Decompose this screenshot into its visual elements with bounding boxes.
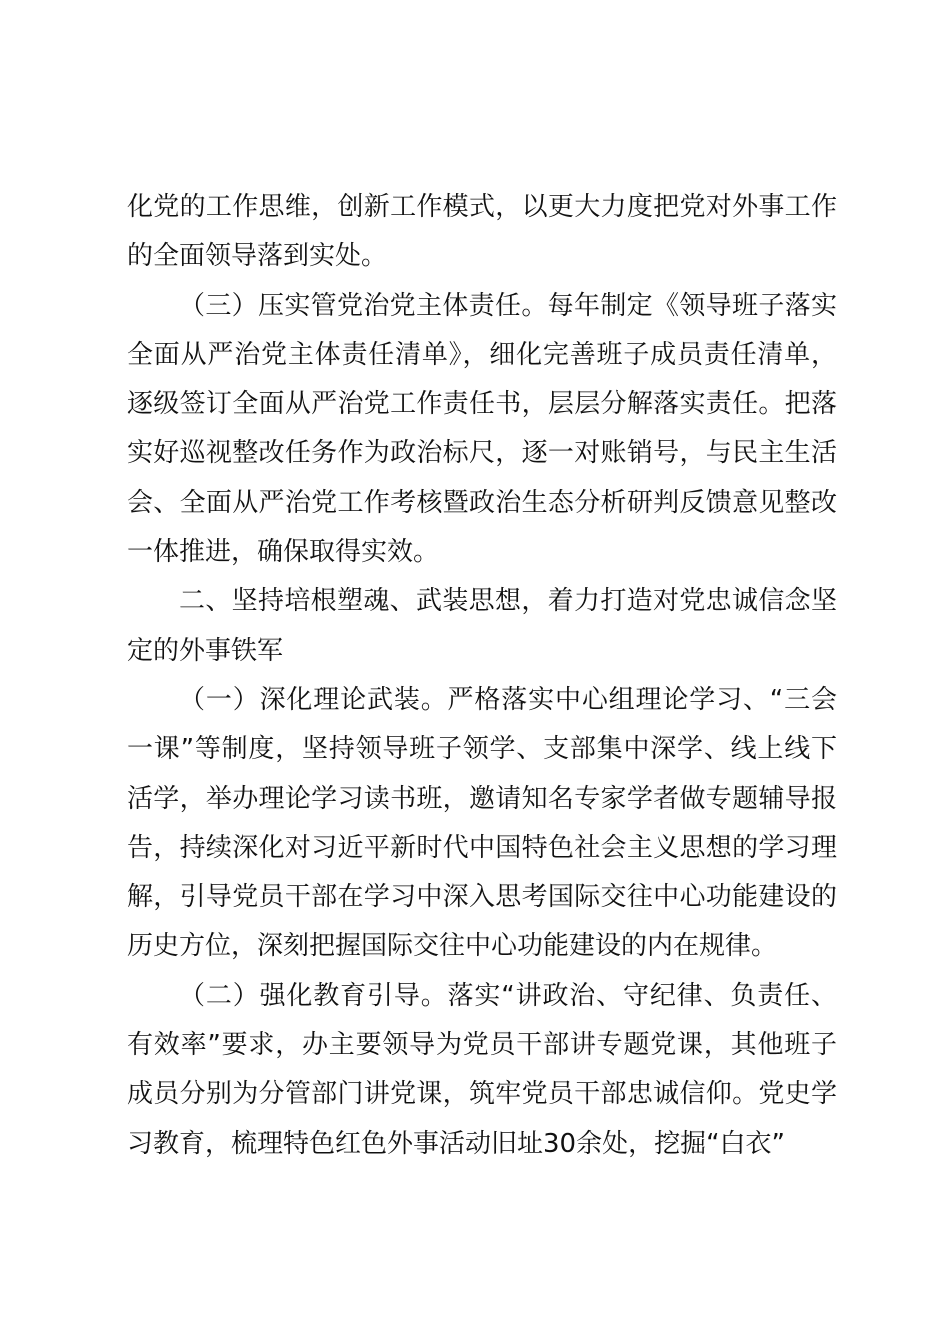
paragraph-subsection-two: （二）强化教育引导。落实“讲政治、守纪律、负责任、有效率”要求，办主要领导为党员干部讲专题党课，其他班子成员分别为分管部门讲党课，筑牢党员干部忠诚信仰。党史学习教育，梳理特色红色外事活动旧址30余处，挖掘“白衣” [127, 980, 837, 1159]
document-body [127, 183, 837, 1169]
paragraph-section-three: （三）压实管党治党主体责任。每年制定《领导班子落实全面从严治党主体责任清单》，细化完善班子成员责任清单，逐级签订全面从严治党工作责任书，层层分解落实责任。把落实好巡视整改任务作为政治标尺，逐一对账销号，与民主生活会、全面从严治党工作考核暨政治生态分析研判反馈意见整改一体推进，确保取得实效。 [127, 290, 837, 568]
paragraph-continuation: 化党的工作思维，创新工作模式，以更大力度把党对外事工作的全面领导落到实处。 [127, 192, 837, 272]
paragraph-subsection-one: （一）深化理论武装。严格落实中心组理论学习、“三会一课”等制度，坚持领导班子领学、支部集中深学、线上线下活学，举办理论学习读书班，邀请知名专家学者做专题辅导报告，持续深化对习近平新时代中国特色社会主义思想的学习理解，引导党员干部在学习中深入思考国际交往中心功能建设的历史方位，深刻把握国际交往中心功能建设的内在规律。 [127, 684, 837, 962]
section-heading-two: 二、坚持培根塑魂、武装思想，着力打造对党忠诚信念坚定的外事铁军 [127, 586, 837, 666]
